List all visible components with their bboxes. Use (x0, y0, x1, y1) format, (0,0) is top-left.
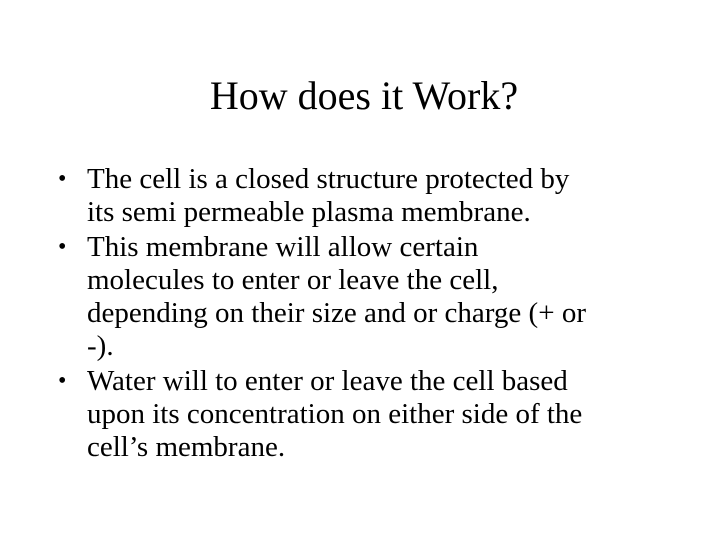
bullet-2-line-4: -). (87, 330, 114, 362)
bullet-2-line-1: This membrane will allow certain (87, 231, 479, 263)
slide-title: How does it Work? (209, 73, 519, 118)
bullet-3-line-1: Water will to enter or leave the cell based (87, 365, 568, 397)
bullet-3-line-3: cell’s membrane. (87, 431, 286, 463)
bullet-icon: • (58, 234, 67, 260)
bullet-item-2 (58, 231, 678, 363)
bullet-2-line-2: molecules to enter or leave the cell, (87, 264, 499, 296)
bullet-item-1 (58, 163, 678, 229)
bullet-1-line-2: its semi permeable plasma membrane. (87, 196, 531, 228)
bullet-2-line-3: depending on their size and or charge (+ or (87, 297, 586, 329)
bullet-list (58, 163, 678, 466)
bullet-icon: • (58, 166, 67, 192)
bullet-3-line-2: upon its concentration on either side of the (87, 398, 583, 430)
bullet-icon: • (58, 368, 67, 394)
bullet-1-line-1: The cell is a closed structure protected by (87, 163, 570, 195)
bullet-item-3 (58, 365, 678, 464)
